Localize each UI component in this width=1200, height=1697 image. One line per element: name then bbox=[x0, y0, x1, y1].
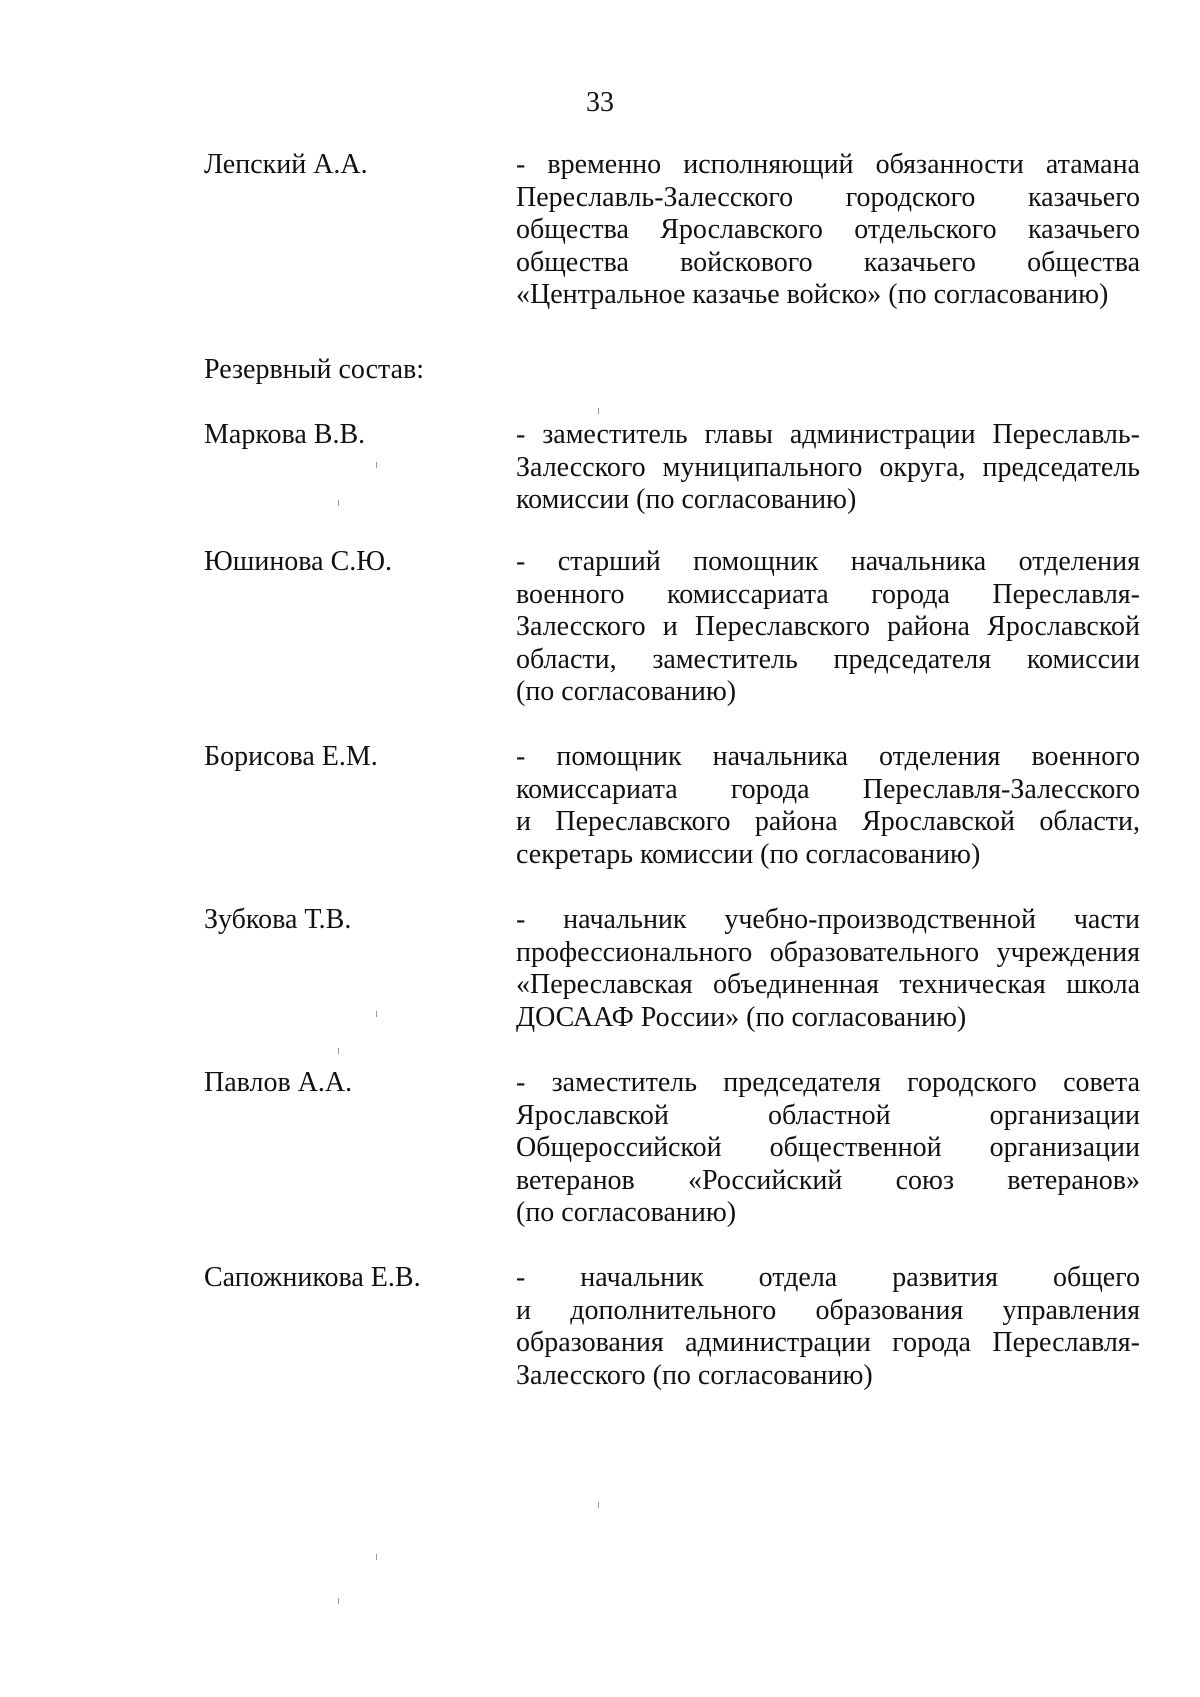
position-line: ветеранов «Российский союз ветеранов» bbox=[516, 1164, 1140, 1196]
position-line: Залесского и Переславского района Ярославской bbox=[516, 611, 1140, 642]
member-position bbox=[516, 149, 1140, 312]
scan-speck bbox=[598, 1502, 599, 1508]
position-line: ДОСААФ России» (по согласованию) bbox=[516, 1001, 967, 1033]
page-number: 33 bbox=[586, 87, 614, 118]
member-name: Павлов А.А. bbox=[204, 1067, 353, 1098]
member-name: Юшинова С.Ю. bbox=[204, 546, 393, 577]
position-line: (по согласованию) bbox=[516, 676, 737, 707]
position-line: «Центральное казачье войско» (по согласованию) bbox=[516, 279, 1109, 310]
scan-speck bbox=[338, 500, 339, 506]
member-position bbox=[516, 419, 1140, 517]
position-line: - старший помощник начальника отделения bbox=[516, 546, 1140, 577]
position-line: - начальник отдела развития общего bbox=[516, 1262, 1140, 1293]
position-line: Залесского муниципального округа, председатель bbox=[516, 451, 1140, 483]
position-line: Залесского (по согласованию) bbox=[516, 1359, 873, 1391]
position-line: профессионального образовательного учреждения bbox=[516, 936, 1140, 968]
position-line: военного комиссариата города Переславля- bbox=[516, 578, 1140, 610]
position-line: - заместитель главы администрации Переславль- bbox=[516, 419, 1140, 450]
position-line: Ярославской областной организации bbox=[516, 1099, 1140, 1131]
position-line: общества Ярославского отдельского казачьего bbox=[516, 214, 1140, 245]
position-line: - начальник учебно-производственной части bbox=[516, 904, 1140, 935]
position-line: и Переславского района Ярославской области, bbox=[516, 806, 1140, 837]
member-position bbox=[516, 904, 1140, 1034]
scan-speck bbox=[376, 1554, 377, 1560]
member-name: Сапожникова Е.В. bbox=[204, 1262, 421, 1293]
member-name: Маркова В.В. bbox=[204, 419, 366, 450]
position-line: - заместитель председателя городского совета bbox=[516, 1067, 1140, 1098]
scan-speck bbox=[376, 462, 377, 468]
position-line: образования администрации города Переславля- bbox=[516, 1327, 1140, 1358]
position-line: - временно исполняющий обязанности атамана bbox=[516, 149, 1140, 180]
scan-speck bbox=[376, 1011, 377, 1017]
position-line: - помощник начальника отделения военного bbox=[516, 741, 1140, 772]
scan-speck bbox=[598, 408, 599, 414]
position-line: и дополнительного образования управления bbox=[516, 1294, 1140, 1326]
position-line: Переславль-Залесского городского казачьего bbox=[516, 181, 1140, 213]
position-line: комиссии (по согласованию) bbox=[516, 484, 857, 515]
scan-speck bbox=[338, 1598, 339, 1604]
member-position bbox=[516, 741, 1140, 871]
member-position bbox=[516, 546, 1140, 709]
member-name: Зубкова Т.В. bbox=[204, 904, 352, 935]
member-position bbox=[516, 1262, 1140, 1392]
reserve-section-title: Резервный состав: bbox=[204, 354, 425, 385]
position-line: (по согласованию) bbox=[516, 1197, 737, 1228]
position-line: «Переславская объединенная техническая школа bbox=[516, 969, 1140, 1000]
position-line: общества войскового казачьего общества bbox=[516, 246, 1140, 278]
scan-speck bbox=[338, 1048, 339, 1054]
member-name: Борисова Е.М. bbox=[204, 741, 378, 772]
member-name: Лепский А.А. bbox=[204, 149, 368, 180]
position-line: секретарь комиссии (по согласованию) bbox=[516, 838, 981, 870]
member-position bbox=[516, 1067, 1140, 1230]
position-line: комиссариата города Переславля-Залесского bbox=[516, 773, 1140, 805]
position-line: области, заместитель председателя комиссии bbox=[516, 643, 1140, 675]
position-line: Общероссийской общественной организации bbox=[516, 1132, 1140, 1163]
